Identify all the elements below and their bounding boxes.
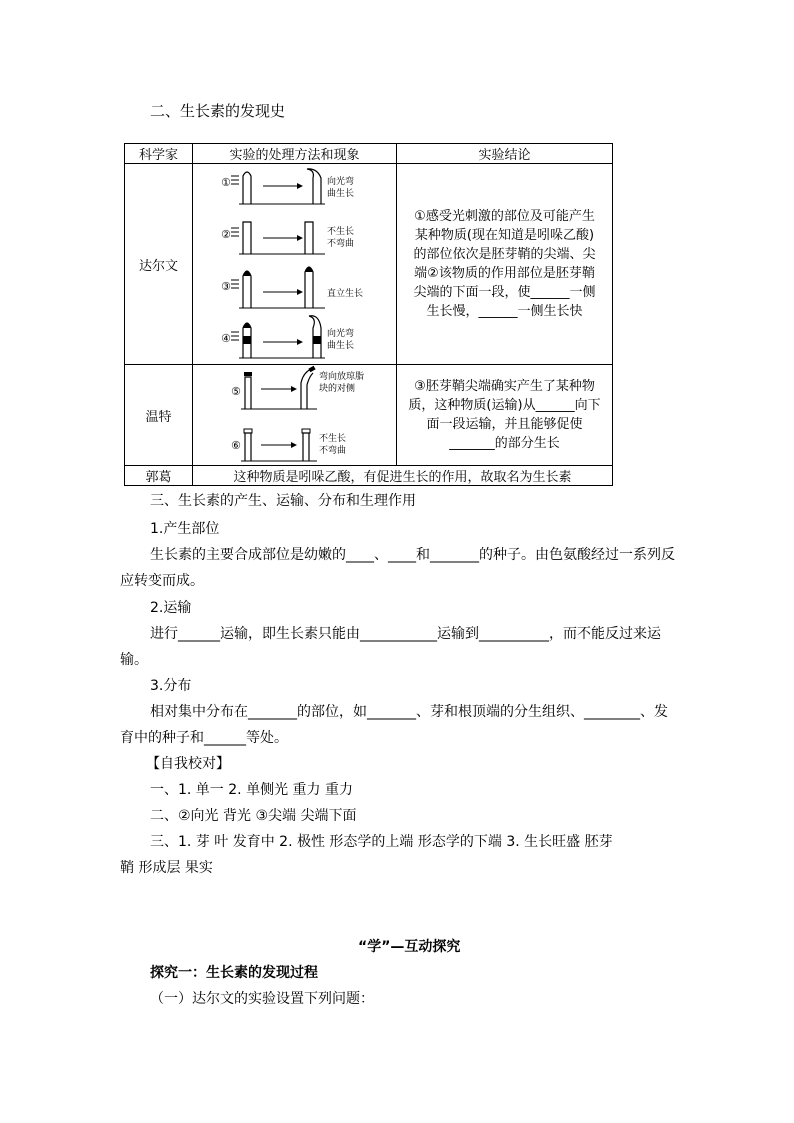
conclusion-line: ①感受光刺激的部位及可能产生 [414, 209, 595, 224]
table-header-row [125, 144, 613, 164]
answer-line: 鞘 形成层 果实 [120, 860, 213, 876]
subsection-title: 2.运输 [150, 600, 192, 616]
experiment-2 [221, 222, 354, 254]
auxin-discovery-table [124, 143, 613, 486]
conclusion-line: 面一段运输，并且能够促使 [426, 417, 583, 432]
header-method: 实验的处理方法和现象 [193, 144, 397, 164]
conclusion-line: _______的部分生长 [449, 436, 560, 451]
result-label: 直立生长 [327, 289, 364, 299]
experiment-5 [231, 366, 364, 409]
result-label: 向光弯 [327, 329, 355, 339]
experiment-1 [221, 169, 354, 204]
conclusion-line: ③胚芽鞘尖端确实产生了某种物 [414, 379, 595, 394]
went-conclusion [397, 365, 613, 466]
answer-line: 一、1. 单一 2. 单侧光 重力 重力 [150, 782, 353, 798]
result-label: 曲生长 [327, 189, 355, 199]
experiment-number: ⑥ [231, 439, 241, 452]
result-label: 块的对侧 [319, 384, 356, 394]
experiment-number: ② [221, 228, 231, 241]
table-row-darwin [125, 164, 613, 365]
experiment-number: ③ [221, 280, 231, 293]
conclusion-line: 生长慢，______一侧生长快 [426, 304, 583, 319]
went-experiments [193, 365, 397, 466]
study-heading: “学”—互动探究 [358, 939, 461, 955]
experiment-number: ⑤ [231, 385, 241, 398]
kogl-finding: 这种物质是吲哚乙酸，有促进生长的作用，故取名为生长素 [193, 466, 613, 486]
answer-line: 二、②向光 背光 ③尖端 尖端下面 [150, 808, 357, 824]
conclusion-line: 端②该物质的作用部位是胚芽鞘 [414, 266, 595, 281]
result-label: 不生长 [327, 227, 355, 237]
result-label: 不弯曲 [327, 239, 355, 249]
scientist-name: 温特 [125, 365, 193, 466]
darwin-experiment-figure [193, 164, 397, 364]
subsection-title: 1.产生部位 [150, 521, 220, 537]
conclusion-line: 质，这种物质(运输)从______向下 [408, 398, 601, 413]
answer-line: 三、1. 芽 叶 发育中 2. 极性 形态学的上端 形态学的下端 3. 生长旺盛 胚芽 [150, 834, 613, 850]
paragraph-line: 进行______运输，即生长素只能由___________运输到__________，而不能反过来运 [150, 626, 661, 642]
darwin-experiments [193, 164, 397, 365]
paragraph-line: 相对集中分布在_______的部位，如_______、芽和根顶端的分生组织、________、发 [150, 704, 668, 720]
paragraph-line: 输。 [120, 652, 148, 668]
header-scientist: 科学家 [125, 144, 193, 164]
result-label: 向光弯 [327, 177, 355, 187]
conclusion-line: 某种物质(现在知道是吲哚乙酸) [414, 228, 595, 243]
result-label: 不弯曲 [319, 446, 347, 456]
experiment-number: ④ [221, 332, 231, 345]
header-conclusion: 实验结论 [397, 144, 613, 164]
table-row-went [125, 365, 613, 466]
went-experiment-figure [193, 365, 397, 465]
experiment-6 [231, 429, 346, 461]
result-label: 曲生长 [327, 341, 355, 351]
result-label: 弯向放琼脂 [319, 372, 365, 382]
conclusion-line: 尖端的下面一段，使______一侧 [413, 285, 596, 300]
experiment-number: ① [221, 176, 231, 189]
darwin-conclusion [397, 164, 613, 365]
experiment-3 [221, 267, 363, 308]
subsection-title: 3.分布 [150, 678, 192, 694]
result-label: 不生长 [319, 434, 347, 444]
scientist-name: 郭葛 [125, 466, 193, 486]
section-title: 三、生长素的产生、运输、分布和生理作用 [150, 493, 416, 509]
experiment-4 [221, 316, 354, 358]
inquiry-subtitle: （一）达尔文的实验设置下列问题： [150, 991, 374, 1007]
table-row-kogl [125, 466, 613, 486]
self-check-title: 【自我校对】 [146, 756, 230, 772]
paragraph-line: 应转变而成。 [120, 573, 204, 589]
paragraph-line: 育中的种子和______等处。 [120, 730, 288, 746]
paragraph-line: 生长素的主要合成部位是幼嫩的____、____和_______的种子。由色氨酸经过一系列反 [150, 547, 675, 563]
section-title: 二、生长素的发现史 [150, 102, 286, 120]
inquiry-title: 探究一：生长素的发现过程 [150, 965, 318, 981]
scientist-name: 达尔文 [125, 164, 193, 365]
conclusion-line: 的部位依次是胚芽鞘的尖端、尖 [413, 247, 596, 262]
